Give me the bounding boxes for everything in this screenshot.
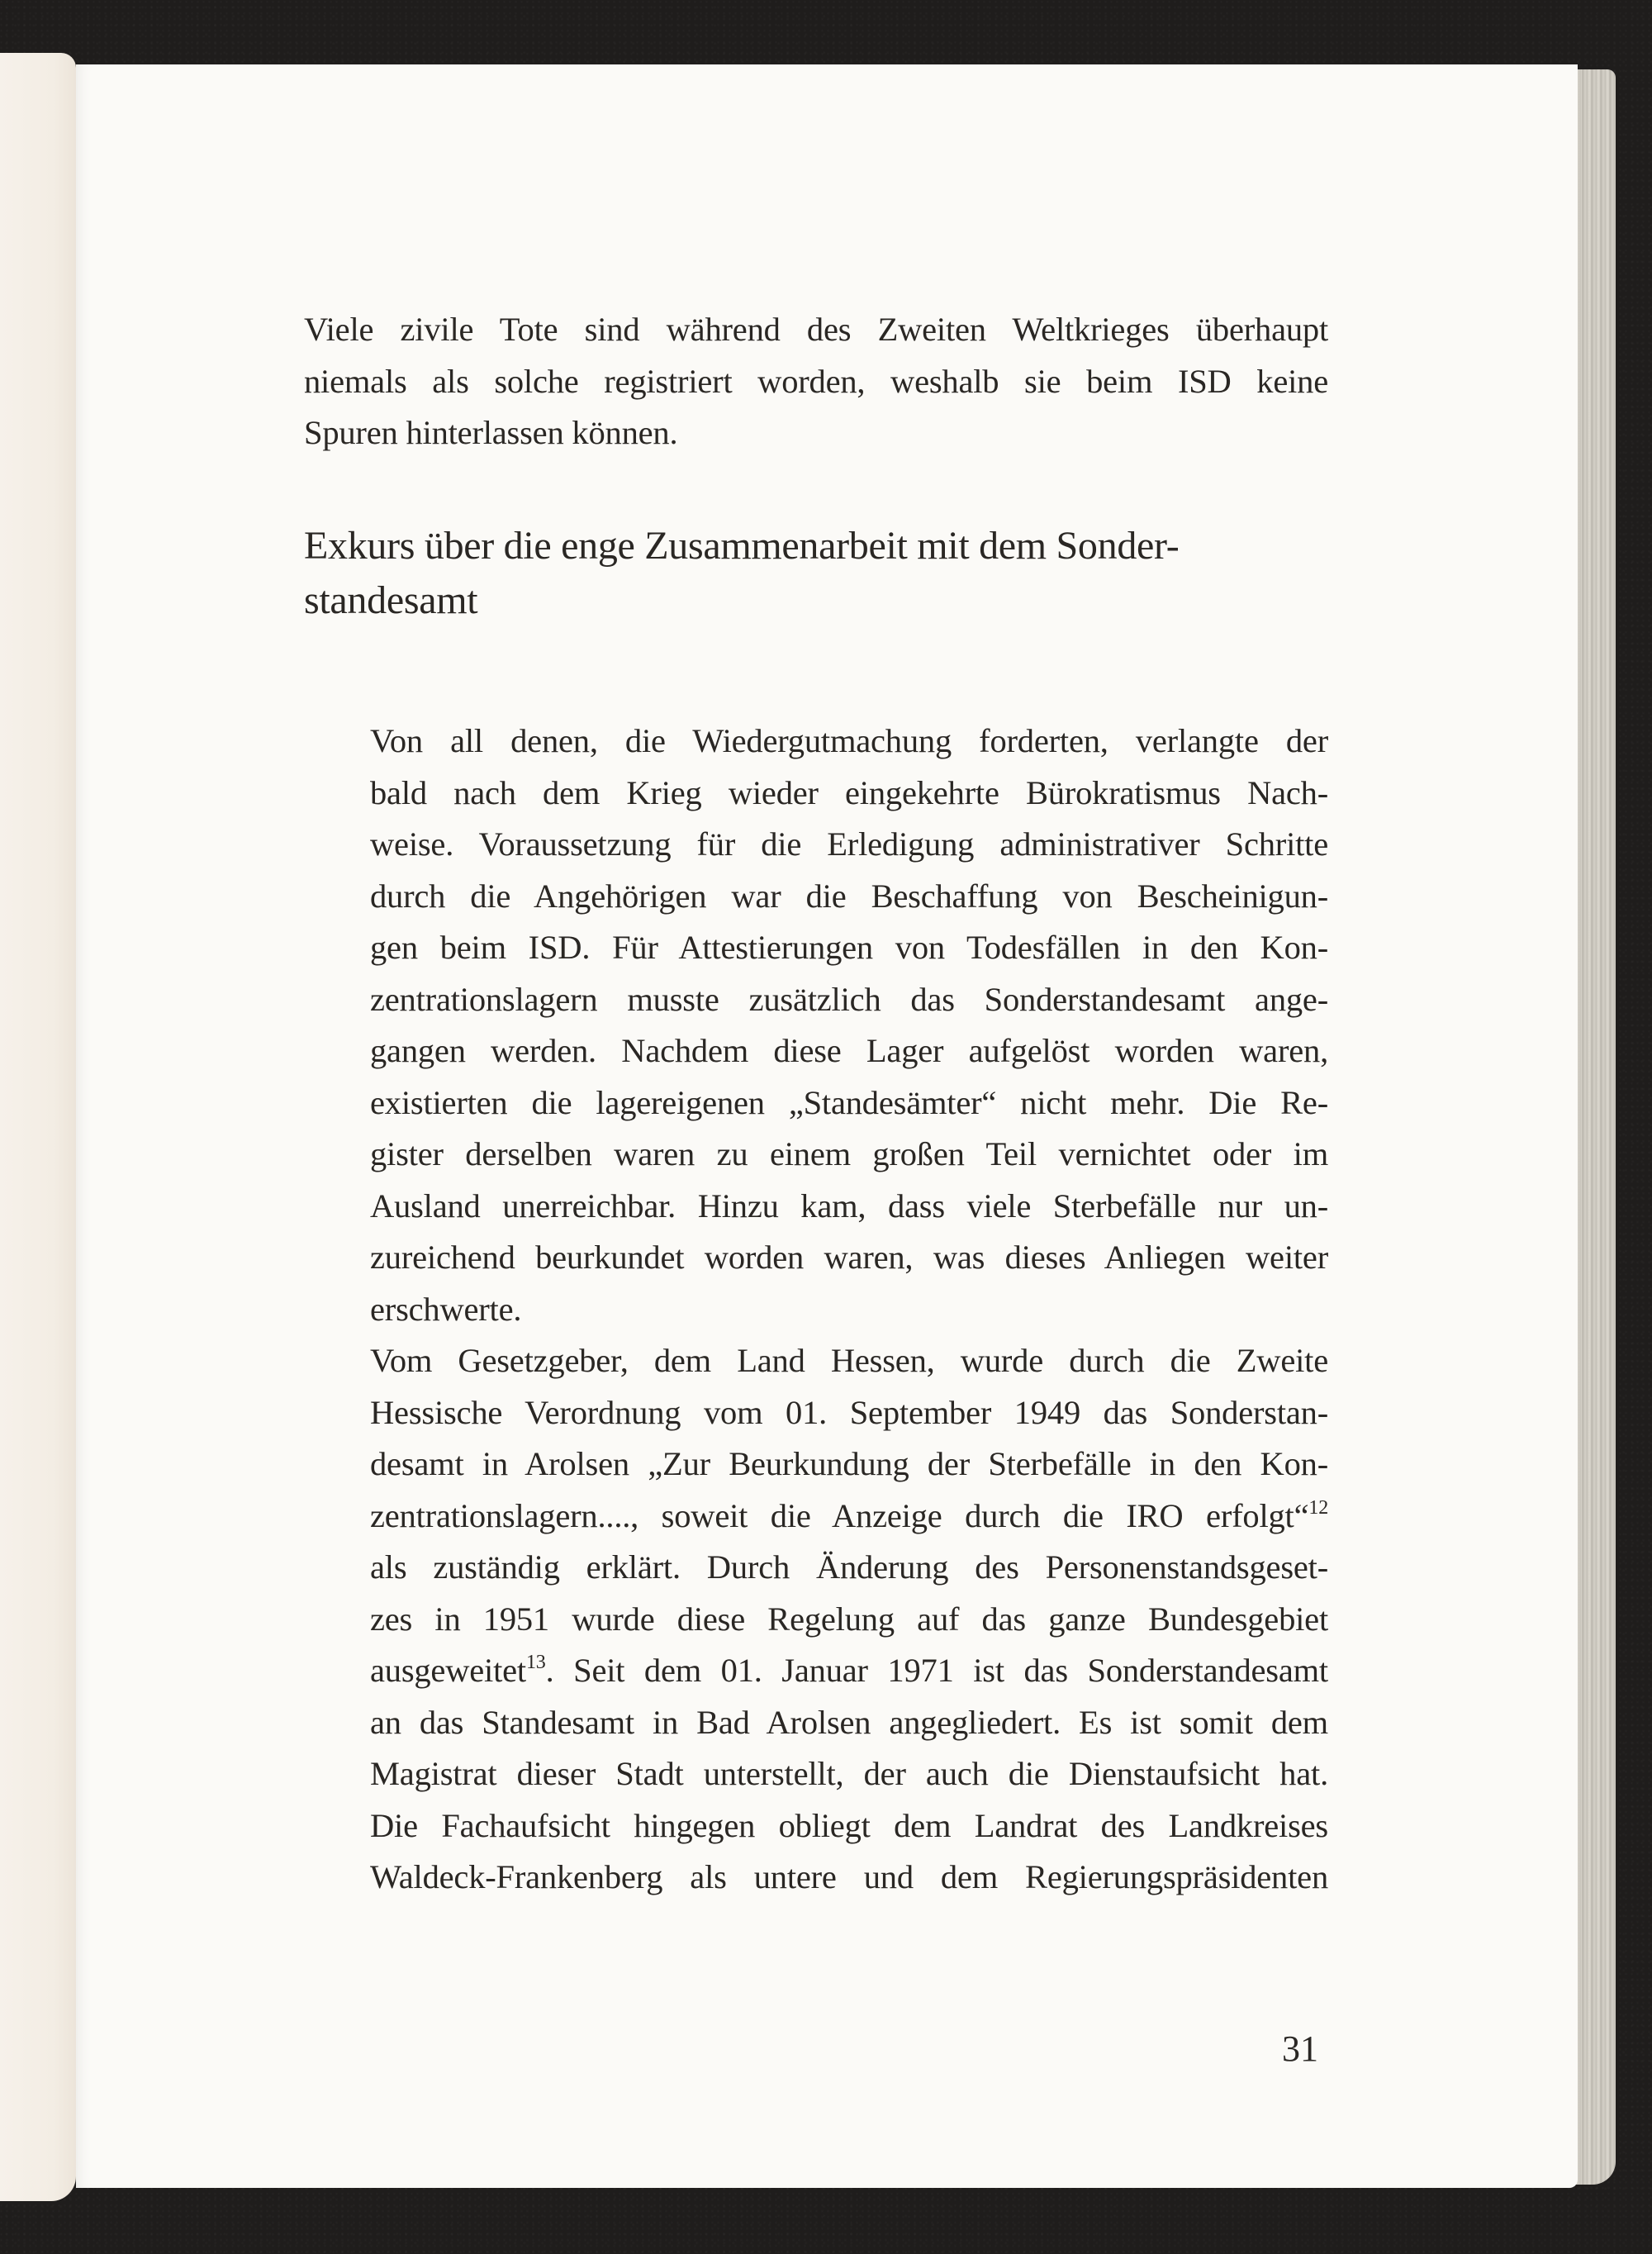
text-segment: . Seit dem 01. Januar 1971 ist das Sonderstandesamt	[545, 1652, 1328, 1689]
text-line: gen beim ISD. Für Attestierungen von Todesfällen in den Kon-	[370, 929, 1328, 966]
section-heading	[304, 519, 1328, 628]
footnote-ref-12[interactable]: 12	[1308, 1496, 1328, 1519]
text-line-with-footnote	[370, 1491, 1328, 1543]
text-line: Spuren hinterlassen können.	[304, 414, 678, 451]
text-segment: ausgeweitet	[370, 1652, 526, 1689]
text-line: erschwerte.	[370, 1290, 522, 1328]
text-line: zureichend beurkundet worden waren, was dieses Anliegen weiter	[370, 1239, 1328, 1276]
paragraph	[370, 716, 1328, 1335]
text-line: als zuständig erklärt. Durch Änderung des Personenstandsgeset-	[370, 1548, 1328, 1586]
text-line: Viele zivile Tote sind während des Zweiten Weltkrieges überhaupt	[304, 311, 1328, 348]
body-text	[370, 716, 1328, 1904]
text-line: Waldeck-Frankenberg als untere und dem Regierungspräsidenten	[370, 1858, 1328, 1895]
book-page	[76, 64, 1578, 2188]
text-line: an das Standesamt in Bad Arolsen angegliedert. Es ist somit dem	[370, 1703, 1328, 1741]
text-segment: zentrationslagern...., soweit die Anzeige durch die IRO erfolgt“	[370, 1496, 1309, 1534]
heading-line: standesamt	[304, 578, 478, 622]
text-line-with-footnote	[370, 1645, 1328, 1697]
heading-line: Exkurs über die enge Zusammenarbeit mit dem Sonder-	[304, 524, 1180, 568]
text-line: weise. Voraussetzung für die Erledigung administrativer Schritte	[370, 825, 1328, 863]
previous-page-edge	[0, 53, 76, 2201]
text-line: Ausland unerreichbar. Hinzu kam, dass viele Sterbefälle nur un-	[370, 1186, 1328, 1224]
text-line: Die Fachaufsicht hingegen obliegt dem Landrat des Landkreises	[370, 1806, 1328, 1844]
footnote-ref-13[interactable]: 13	[525, 1652, 546, 1673]
text-line: zes in 1951 wurde diese Regelung auf das ganze Bundesgebiet	[370, 1600, 1328, 1638]
text-line: durch die Angehörigen war die Beschaffung von Bescheinigun-	[370, 877, 1328, 915]
text-line: Magistrat dieser Stadt unterstellt, der auch die Dienstaufsicht hat.	[370, 1755, 1328, 1792]
text-line: zentrationslagern musste zusätzlich das Sonderstandesamt ange-	[370, 980, 1328, 1018]
page-number: 31	[1282, 2028, 1318, 2069]
text-line: Hessische Verordnung vom 01. September 1949 das Sonderstan-	[370, 1393, 1328, 1431]
text-line: Von all denen, die Wiedergutmachung forderten, verlangte der	[370, 722, 1328, 759]
text-line: desamt in Arolsen „Zur Beurkundung der Sterbefälle in den Kon-	[370, 1445, 1328, 1482]
text-line: niemals als solche registriert worden, weshalb sie beim ISD keine	[304, 362, 1328, 400]
text-line: Vom Gesetzgeber, dem Land Hessen, wurde durch die Zweite	[370, 1342, 1328, 1379]
text-line: existierten die lagereigenen „Standesämter“ nicht mehr. Die Re-	[370, 1083, 1328, 1121]
paragraph	[370, 1335, 1328, 1904]
text-line: bald nach dem Krieg wieder eingekehrte Bürokratismus Nach-	[370, 773, 1328, 811]
text-line: gangen werden. Nachdem diese Lager aufgelöst worden waren,	[370, 1032, 1328, 1069]
intro-paragraph	[304, 304, 1328, 459]
text-line: gister derselben waren zu einem großen Teil vernichtet oder im	[370, 1135, 1328, 1172]
